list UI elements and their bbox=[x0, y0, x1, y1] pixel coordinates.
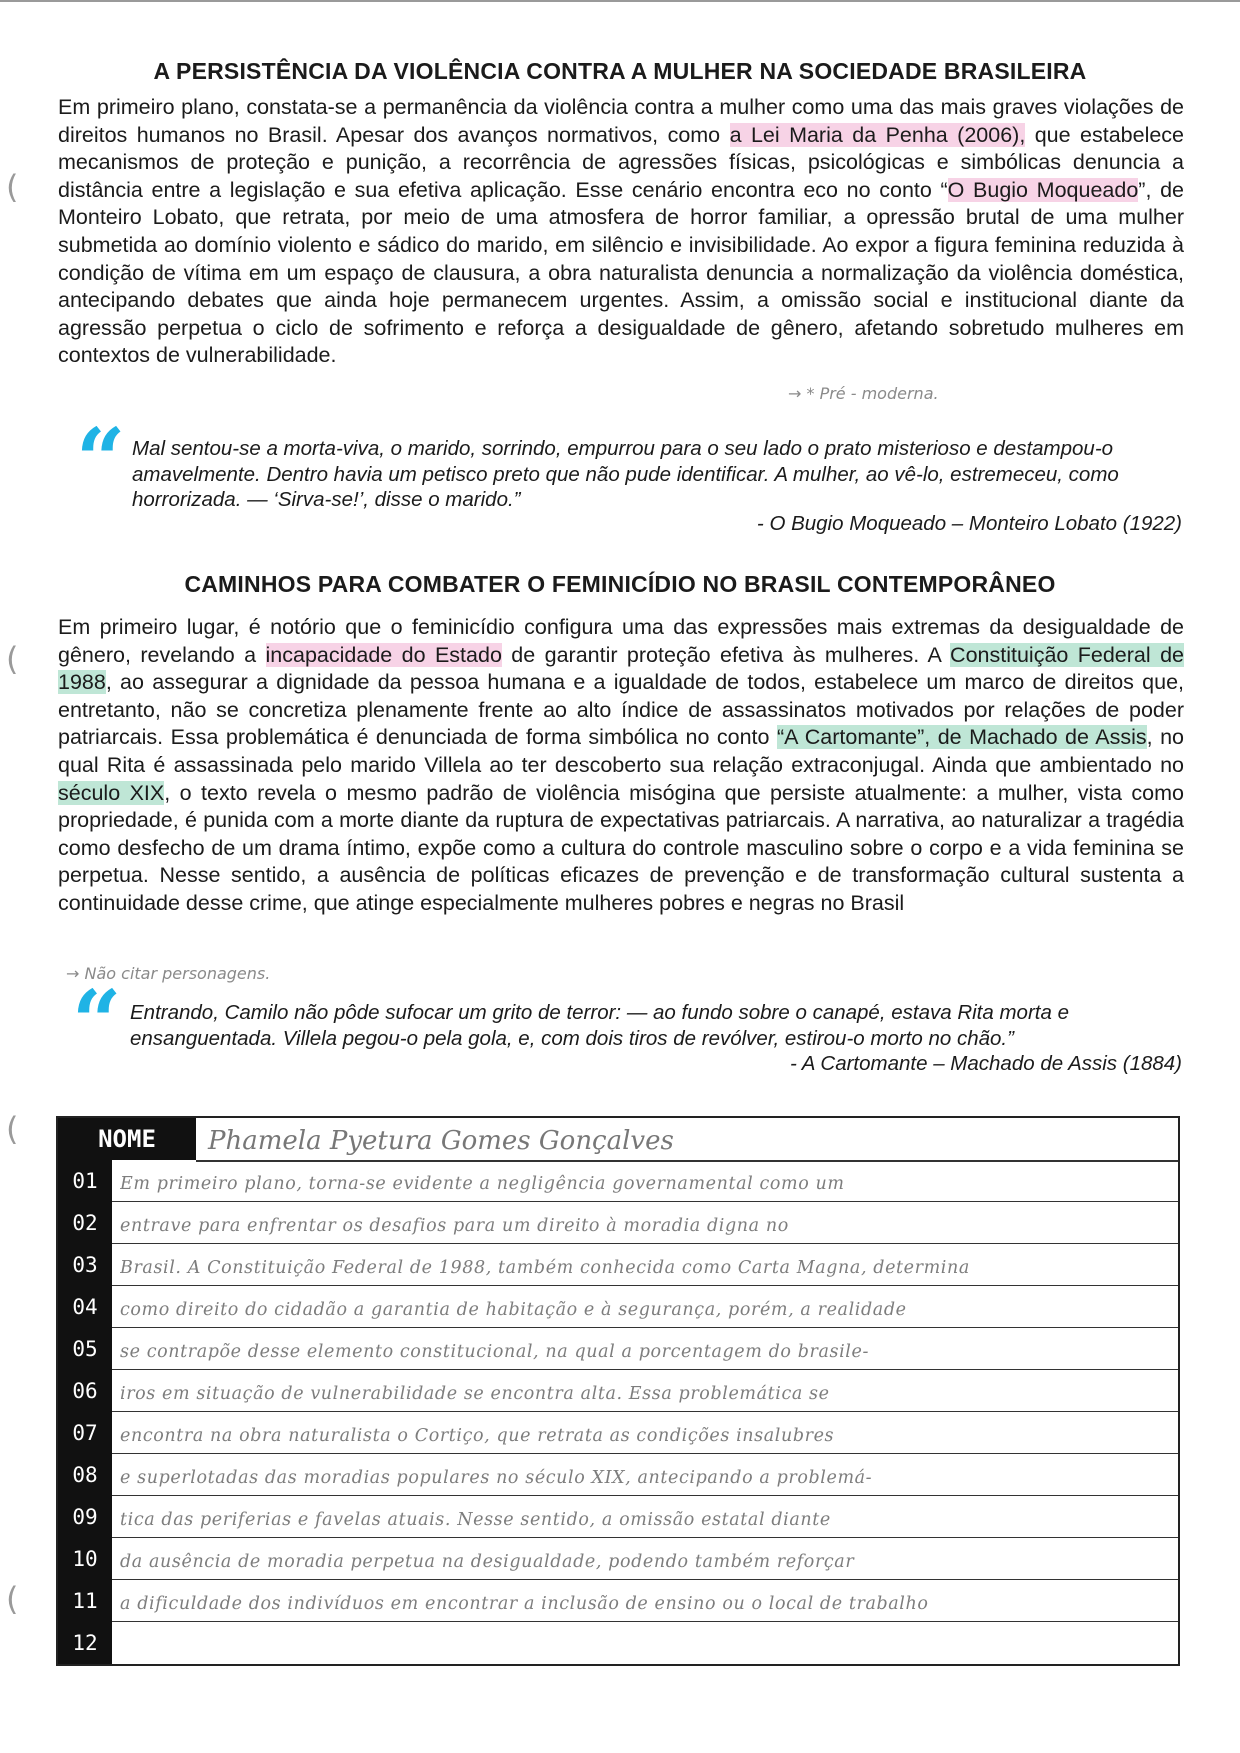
line-number: 02 bbox=[72, 1211, 98, 1235]
quote-2-text: Entrando, Camilo não pôde sufocar um grito de terror: — ao fundo sobre o canapé, estava Rita morta e ensanguentada. Villela pegou-o pela gola, e, com dois tiros de revólver, estirou-o morto no chão.” bbox=[130, 1001, 1069, 1050]
answer-line[interactable] bbox=[58, 1328, 1178, 1370]
quote-1-source: - O Bugio Moqueado – Monteiro Lobato (1922) bbox=[756, 512, 1182, 535]
handwritten-text: se contrapõe desse elemento constitucional, na qual a porcentagem do brasile- bbox=[120, 1342, 869, 1362]
paragraph-text: , o texto revela o mesmo padrão de violência misógina que persiste atualmente: a mulher, vista como propriedade, é punida com a morte diante da ruptura de expectativas patriarcais. A narrativa, ao naturalizar a tragédia como desfecho de um drama íntimo, expõe como a cultura do controle masculino sobre o corpo e a vida feminina se perpetua. Nesse sentido, a ausência de políticas eficazes de prevenção e de transformação cultural sustenta a continuidade desse crime, que atinge especialmente mulheres pobres e negras no Brasil bbox=[58, 780, 1184, 915]
answer-line[interactable] bbox=[58, 1496, 1178, 1538]
section-2-title: CAMINHOS PARA COMBATER O FEMINICÍDIO NO BRASIL CONTEMPORÂNEO bbox=[184, 571, 1056, 597]
answer-sheet bbox=[56, 1116, 1180, 1666]
answer-line[interactable] bbox=[58, 1580, 1178, 1622]
name-field[interactable]: Phamela Pyetura Gomes Gonçalves bbox=[208, 1126, 674, 1156]
pencil-note-1: → * Pré - moderna. bbox=[788, 384, 939, 403]
margin-bracket-mark: ( bbox=[6, 1580, 19, 1618]
paragraph-text: de garantir proteção efetiva às mulheres. A bbox=[501, 642, 951, 667]
pencil-note-2: → Não citar personagens. bbox=[66, 964, 271, 983]
paragraph-text: Em primeiro plano, constata-se a permanência da violência contra a mulher como uma das mais graves violações de direitos humanos no Brasil. Apesar dos avanços normativos, como bbox=[58, 95, 1184, 147]
margin-bracket-mark: ( bbox=[6, 640, 19, 678]
margin-bracket-mark: ( bbox=[6, 1110, 19, 1148]
quote-1-text: Mal sentou-se a morta-viva, o marido, sorrindo, empurrou para o seu lado o prato misterioso e destampou-o amavelmente. Dentro havia um petisco preto que não pude identificar. A mulher, ao vê-lo, estremeceu, como horrorizada. — ‘Sirva-se!’, disse o marido.” bbox=[132, 437, 1119, 511]
highlight-constituicao-federal: Constituição Federal de 1988 bbox=[58, 642, 1184, 695]
quote-2-source: - A Cartomante – Machado de Assis (1884) bbox=[790, 1052, 1182, 1075]
answer-line[interactable] bbox=[58, 1370, 1178, 1412]
answer-line[interactable] bbox=[58, 1622, 1178, 1664]
line-number: 04 bbox=[72, 1295, 98, 1319]
answer-line[interactable] bbox=[58, 1244, 1178, 1286]
handwritten-text: Em primeiro plano, torna-se evidente a negligência governamental como um bbox=[120, 1174, 845, 1194]
line-number: 01 bbox=[72, 1169, 98, 1193]
line-number: 12 bbox=[72, 1631, 98, 1655]
handwritten-text: encontra na obra naturalista o Cortiço, que retrata as condições insalubres bbox=[120, 1426, 835, 1446]
margin-bracket-mark: ( bbox=[6, 168, 19, 206]
answer-line[interactable] bbox=[58, 1202, 1178, 1244]
quote-mark-icon: “ bbox=[72, 972, 122, 1073]
quote-mark-icon: “ bbox=[76, 410, 126, 511]
line-number: 08 bbox=[72, 1463, 98, 1487]
line-number: 07 bbox=[72, 1421, 98, 1445]
paragraph-text: ”, de Monteiro Lobato, que retrata, por meio de uma atmosfera de horror familiar, a opressão brutal de uma mulher submetida ao domínio violento e sádico do marido, em silêncio e invisibilidade. Ao expor a figura feminina reduzida à condição de vítima em um espaço de clausura, a obra naturalista denuncia a normalização da violência doméstica, antecipando debates que ainda hoje permanecem urgentes. Assim, a omissão social e institucional diante da agressão perpetua o ciclo de sofrimento e reforça a desigualdade de gênero, afetando sobretudo mulheres em contextos de vulnerabilidade. bbox=[58, 177, 1184, 368]
highlight-seculo-xix: século XIX bbox=[58, 780, 165, 805]
top-rule bbox=[0, 0, 1240, 2]
name-label: NOME bbox=[58, 1118, 196, 1160]
handwritten-text: a dificuldade dos indivíduos em encontrar a inclusão de ensino ou o local de trabalho bbox=[120, 1594, 929, 1614]
line-number: 10 bbox=[72, 1547, 98, 1571]
highlight-incapacidade-do-estado: incapacidade do Estado bbox=[265, 642, 502, 667]
line-number: 05 bbox=[72, 1337, 98, 1361]
line-number: 06 bbox=[72, 1379, 98, 1403]
line-number: 11 bbox=[72, 1589, 98, 1613]
section-1-title: A PERSISTÊNCIA DA VIOLÊNCIA CONTRA A MULHER NA SOCIEDADE BRASILEIRA bbox=[153, 58, 1087, 84]
answer-line[interactable] bbox=[58, 1538, 1178, 1580]
handwritten-text: e superlotadas das moradias populares no século XIX, antecipando a problemá- bbox=[120, 1468, 873, 1488]
answer-line[interactable] bbox=[58, 1160, 1178, 1202]
handwritten-text: Brasil. A Constituição Federal de 1988, também conhecida como Carta Magna, determina bbox=[120, 1258, 970, 1278]
highlight-a-cartomante: “A Cartomante”, de Machado de Assis bbox=[776, 725, 1147, 750]
highlight-o-bugio-moqueado: O Bugio Moqueado bbox=[947, 177, 1139, 202]
handwritten-text: iros em situação de vulnerabilidade se encontra alta. Essa problemática se bbox=[120, 1384, 830, 1404]
paragraph-text: , no qual Rita é assassinada pelo marido Villela ao ter descoberto sua relação extraconjugal. Ainda que ambientado no bbox=[58, 725, 1184, 777]
handwritten-text: como direito do cidadão a garantia de habitação e à segurança, porém, a realidade bbox=[120, 1300, 907, 1320]
line-number: 09 bbox=[72, 1505, 98, 1529]
paragraph-text: , ao assegurar a dignidade da pessoa humana e a igualdade de todos, estabelece um marco de direitos que, entretanto, não se concretiza plenamente frente ao alto índice de assassinatos motivados por relações de poder patriarcais. Essa problemática é denunciada de forma simbólica no conto bbox=[58, 670, 1184, 750]
handwritten-text bbox=[120, 1631, 1170, 1661]
section-1-paragraph bbox=[58, 94, 1184, 370]
paragraph-text: Em primeiro lugar, é notório que o feminicídio configura uma das expressões mais extremas da desigualdade de gênero, revelando a bbox=[58, 615, 1184, 667]
handwritten-text: tica das periferias e favelas atuais. Nesse sentido, a omissão estatal diante bbox=[120, 1510, 831, 1530]
answer-line[interactable] bbox=[58, 1286, 1178, 1328]
handwritten-text: entrave para enfrentar os desafios para um direito à moradia digna no bbox=[120, 1216, 789, 1236]
handwritten-text: da ausência de moradia perpetua na desigualdade, podendo também reforçar bbox=[120, 1552, 855, 1572]
highlight-lei-maria-da-penha: a Lei Maria da Penha (2006), bbox=[729, 122, 1026, 147]
line-number: 03 bbox=[72, 1253, 98, 1277]
paragraph-text: que estabelece mecanismos de proteção e punição, a recorrência de agressões físicas, psicológicas e simbólicas denuncia a distância entre a legislação e sua efetiva aplicação. Esse cenário encontra eco no conto “ bbox=[58, 122, 1185, 202]
answer-line[interactable] bbox=[58, 1412, 1178, 1454]
section-2-paragraph bbox=[58, 614, 1184, 918]
answer-line[interactable] bbox=[58, 1454, 1178, 1496]
